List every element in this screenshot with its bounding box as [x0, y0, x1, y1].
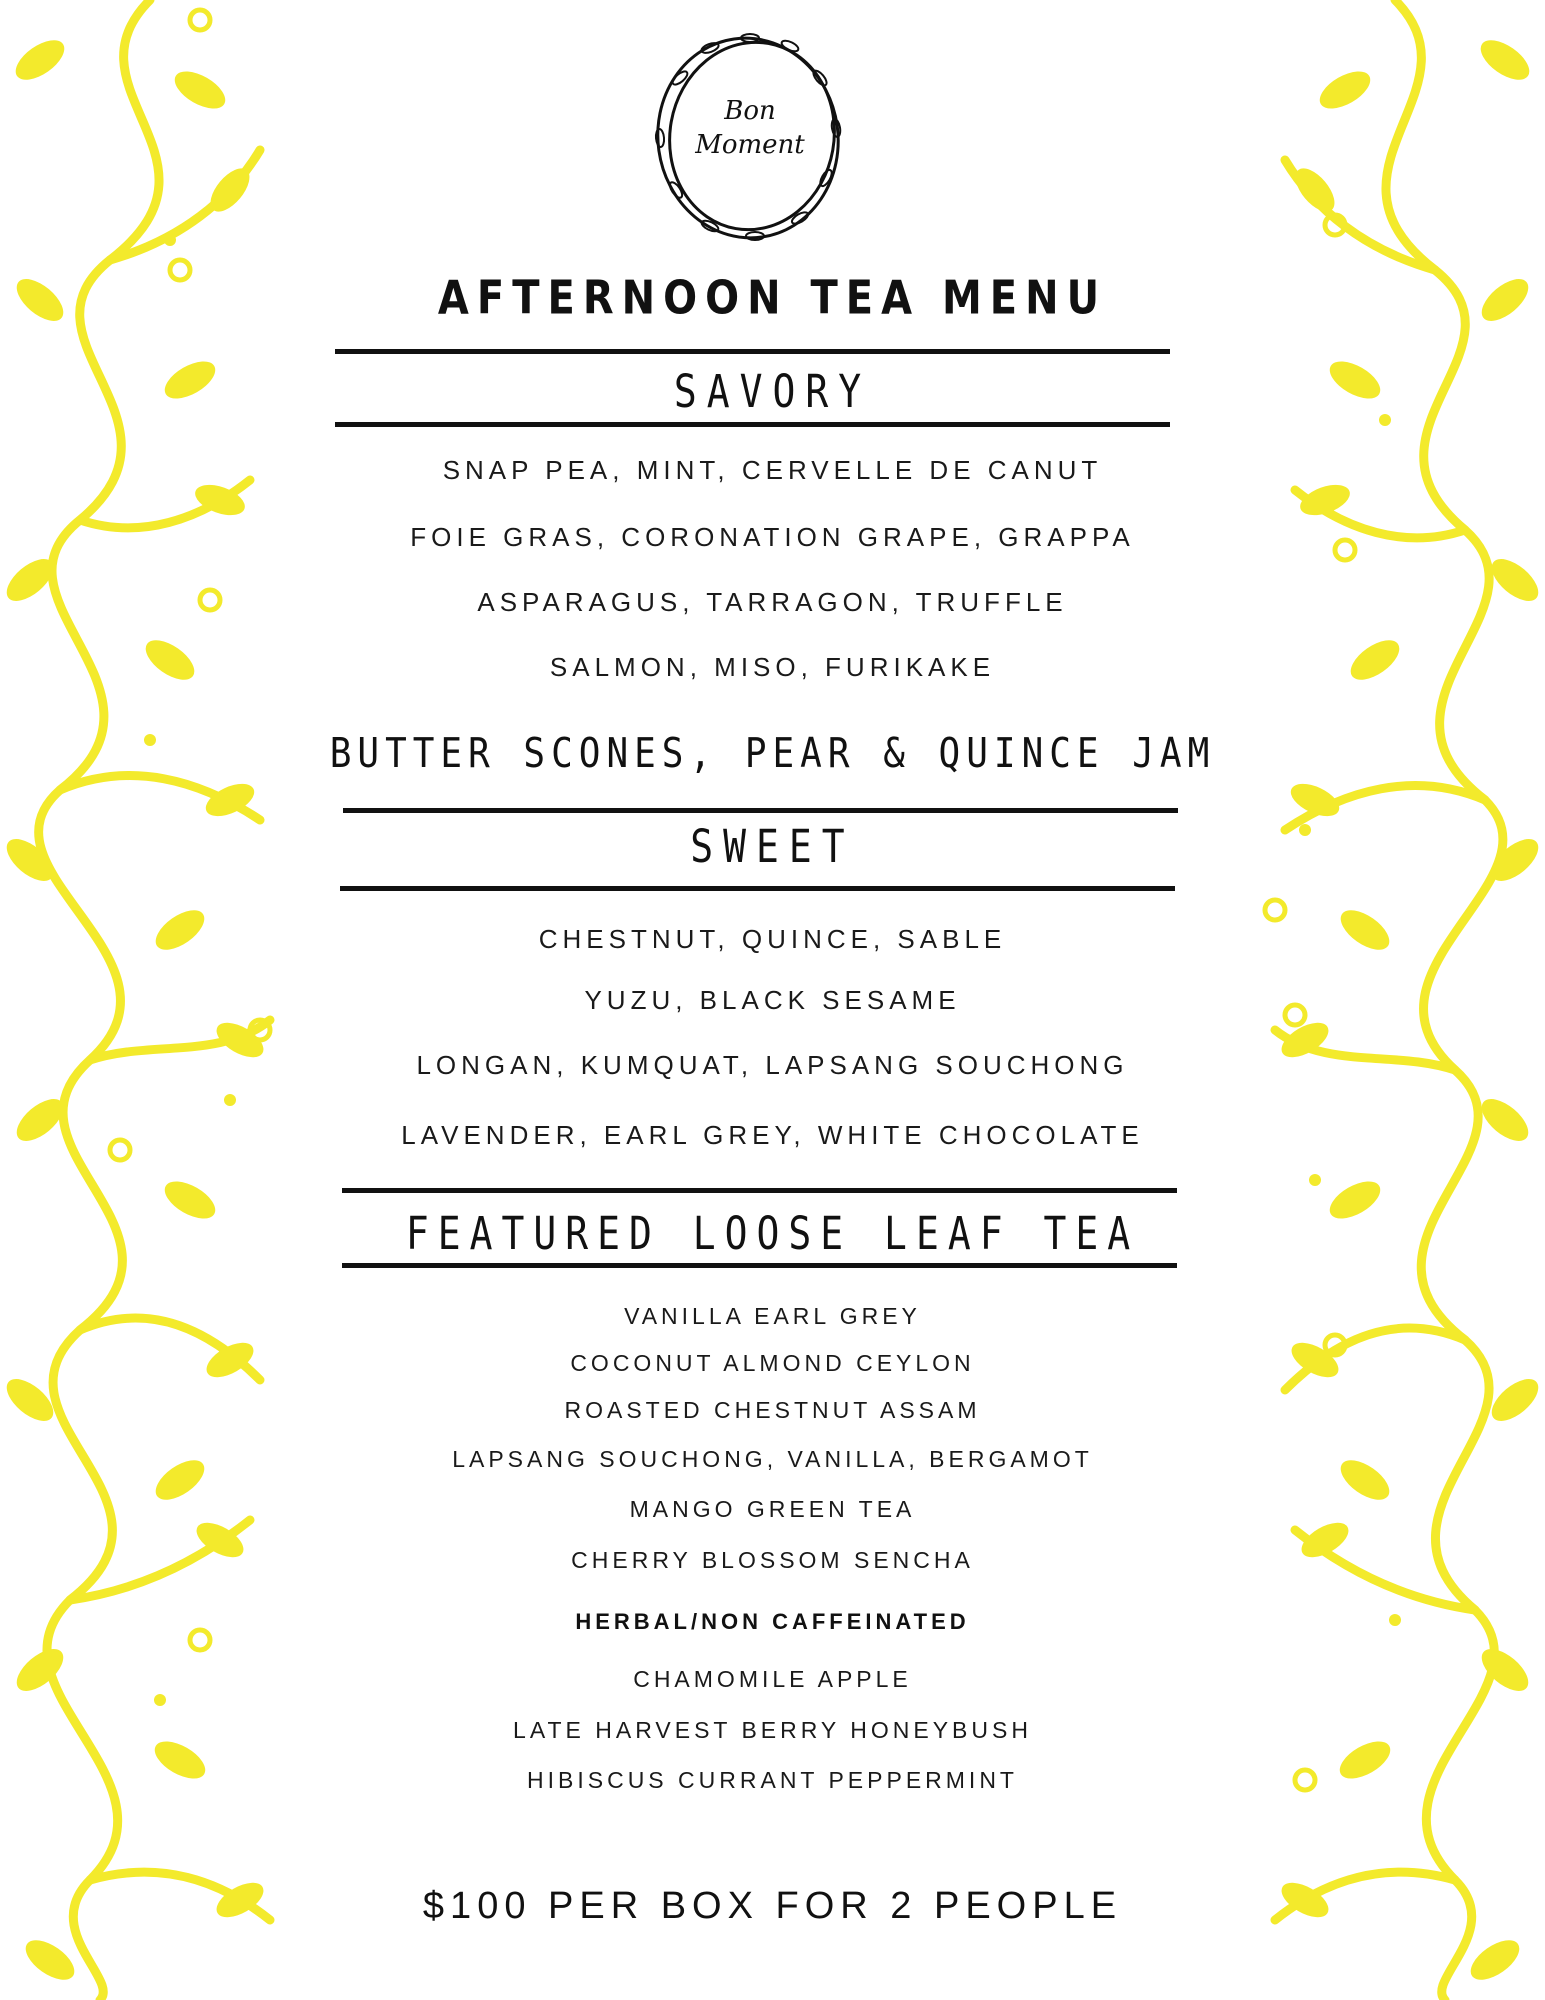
- tea-item: COCONUT ALMOND CEYLON: [570, 1350, 975, 1376]
- herbal-item: HIBISCUS CURRANT PEPPERMINT: [527, 1767, 1018, 1793]
- left-vine-border: [0, 0, 300, 2000]
- sweet-bottom-rule: [340, 886, 1175, 891]
- sweet-item: YUZU, BLACK SESAME: [584, 985, 961, 1015]
- herbal-item: CHAMOMILE APPLE: [633, 1666, 912, 1692]
- sweet-top-rule: [343, 808, 1178, 813]
- savory-item: FOIE GRAS, CORONATION GRAPE, GRAPPA: [410, 522, 1135, 552]
- scones-heading: BUTTER SCONES, PEAR & QUINCE JAM: [329, 730, 1216, 778]
- savory-heading: SAVORY: [673, 365, 872, 418]
- logo-text-line2: Moment: [695, 130, 805, 160]
- right-vine-border: [1245, 0, 1545, 2000]
- tea-top-rule: [342, 1188, 1177, 1193]
- savory-item: ASPARAGUS, TARRAGON, TRUFFLE: [477, 587, 1068, 617]
- tea-item: MANGO GREEN TEA: [629, 1496, 916, 1522]
- herbal-item: LATE HARVEST BERRY HONEYBUSH: [513, 1717, 1032, 1743]
- tea-item: LAPSANG SOUCHONG, VANILLA, BERGAMOT: [452, 1446, 1093, 1472]
- sweet-item: CHESTNUT, QUINCE, SABLE: [538, 924, 1007, 954]
- herbal-subheading: HERBAL/NON CAFFEINATED: [575, 1609, 970, 1634]
- savory-item: SNAP PEA, MINT, CERVELLE DE CANUT: [442, 455, 1103, 485]
- logo-text-line1: Bon: [724, 96, 776, 126]
- menu-title: AFTERNOON TEA MENU: [437, 272, 1108, 325]
- tea-item: VANILLA EARL GREY: [624, 1303, 921, 1329]
- price-line: $100 PER BOX FOR 2 PEOPLE: [422, 1885, 1123, 1927]
- tea-item: ROASTED CHESTNUT ASSAM: [564, 1397, 981, 1423]
- sweet-heading: SWEET: [690, 820, 855, 873]
- tea-bottom-rule: [342, 1263, 1177, 1268]
- sweet-item: LONGAN, KUMQUAT, LAPSANG SOUCHONG: [416, 1050, 1129, 1080]
- savory-item: SALMON, MISO, FURIKAKE: [549, 652, 996, 682]
- savory-top-rule: [335, 349, 1170, 354]
- bon-moment-logo: [640, 18, 860, 258]
- savory-bottom-rule: [335, 422, 1170, 427]
- tea-item: CHERRY BLOSSOM SENCHA: [571, 1547, 974, 1573]
- menu-panel: [300, 0, 1245, 2000]
- sweet-item: LAVENDER, EARL GREY, WHITE CHOCOLATE: [401, 1120, 1144, 1150]
- tea-heading: FEATURED LOOSE LEAF TEA: [405, 1207, 1140, 1260]
